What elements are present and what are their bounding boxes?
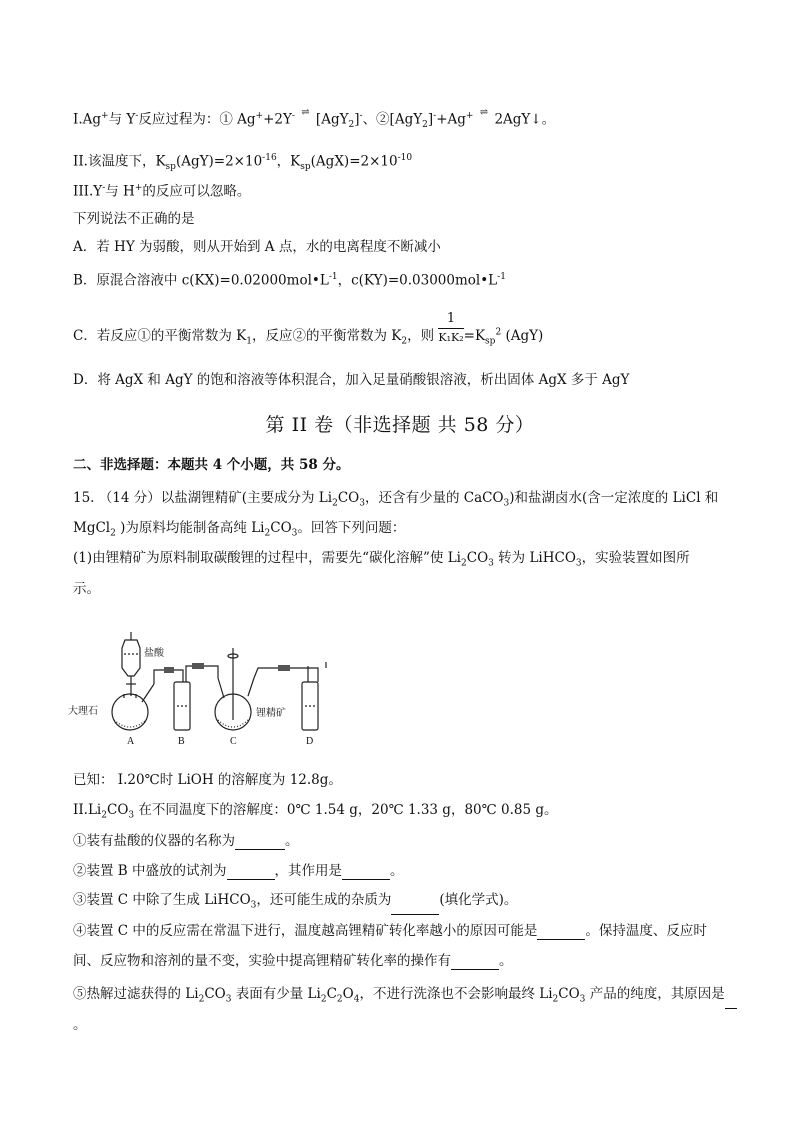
known-item-3: III.Y-与 H+的反应可以忽略。: [73, 183, 251, 200]
label-b: B: [178, 736, 185, 747]
option-b: B．原混合溶液中 $c(KX)=0.02000mol•L^{-1}$，$c(KY)=0.03000mol•L^{-1}$: [73, 272, 506, 289]
label-ore: 锂精矿: [256, 708, 286, 719]
equilibrium-arrow-icon: ⇌: [301, 106, 310, 118]
answer-blank[interactable]: [342, 865, 390, 880]
q15-line-1: 15. （14 分）以盐湖锂精矿(主要成分为 $Li_2CO_3$，还含有少量的 CaCO$_3$)和盐湖卤水(含一定浓度的 LiCl 和: [73, 490, 719, 509]
equilibrium-arrow-icon: ⇌: [479, 106, 489, 118]
subq-5: ⑤热解过滤获得的 $Li_2CO_3$ 表面有少量 $Li_2C_2O_4$，不进行洗涤也不会影响最终 $Li_2CO_3$ 产品的纯度，其原因是: [73, 985, 737, 1009]
dropping-funnel: [122, 632, 140, 696]
section-title: 第 II 卷（非选择题 共 58 分）: [265, 414, 535, 436]
subq-4b: 间、反应物和溶剂的量不变，实验中提高锂精矿转化率的操作有 。: [73, 953, 513, 969]
question-prompt: 下列说法不正确的是: [73, 211, 195, 227]
answer-blank[interactable]: [391, 900, 439, 915]
option-d: D．将 AgX 和 AgY 的饱和溶液等体积混合，加入足量硝酸银溶液，析出固体 AgX 多于 AgY: [73, 372, 630, 388]
bottle-b: [174, 672, 190, 730]
subq-5-end: 。: [73, 1017, 87, 1033]
answer-blank[interactable]: [725, 994, 737, 1009]
label-d: D: [306, 736, 314, 747]
answer-blank[interactable]: [451, 955, 499, 970]
option-c: C．若反应①的平衡常数为 $K_1$，反应②的平衡常数为 $K_2$，则 $\frac{1}{\text{K₁K₂}}$ $=K_{sp}^2$ (AgY): [73, 311, 544, 347]
given-line-2: $II.Li_2CO_3$ 在不同温度下的溶解度：0℃ 1.54 g，20℃ 1.33 g，80℃ 0.85 g。: [73, 802, 558, 821]
bottle-d: [302, 662, 326, 730]
q15-line-4: 示。: [73, 581, 100, 597]
section-header: 二、非选择题：本题共 4 个小题，共 58 分。: [73, 457, 350, 473]
answer-blank[interactable]: [235, 835, 285, 850]
label-marble: 大理石: [68, 706, 98, 717]
subq-4a: ④装置 C 中的反应需在常温下进行，温度越高锂精矿转化率越小的原因可能是 。保持温度、反应时: [73, 923, 707, 939]
subq-3: ③装置 C 中除了生成 LiHCO$_3$，还可能生成的杂质为 (填化学式)。: [73, 891, 517, 915]
q15-line-3: (1)由锂精矿为原料制取碳酸锂的过程中，需要先“碳化溶解”使 $Li_2CO_3$ 转为 LiHCO$_3$，实验装置如图所: [73, 550, 690, 569]
label-acid: 盐酸: [144, 648, 164, 659]
known-item-1: I.Ag+与 Y-反应过程为：① Ag++2Y- ⇌ [AgY$_2$]-、②[AgY$_2$]-+Ag+ ⇌ 2AgY↓。: [73, 107, 555, 134]
option-a: A．若 HY 为弱酸，则从开始到 A 点，水的电离程度不断减小: [73, 239, 441, 255]
label-c: C: [230, 736, 237, 747]
subq-2: ②装置 B 中盛放的试剂为 ，其作用是 。: [73, 863, 404, 879]
fraction: $\frac{1}{\text{K₁K₂}}$: [438, 311, 464, 344]
q15-line-2: MgCl$_2$ )为原料均能制备高纯 $Li_2CO_3$。回答下列问题：: [73, 520, 406, 539]
answer-blank[interactable]: [537, 925, 585, 940]
known-item-2: II.该温度下，$K_{sp}(AgY)=2\times 10^{-16}$，$K_{sp}(AgX)=2\times 10^{-10}$: [73, 153, 413, 173]
answer-blank[interactable]: [227, 865, 275, 880]
subq-1: ①装有盐酸的仪器的名称为 。: [73, 833, 299, 849]
label-a: A: [127, 736, 135, 747]
apparatus-figure: [68, 632, 348, 752]
flask-c: [215, 648, 254, 730]
flask-a: [112, 684, 154, 730]
given-line-1: 已知： I.20℃时 LiOH 的溶解度为 12.8g。: [73, 772, 342, 788]
